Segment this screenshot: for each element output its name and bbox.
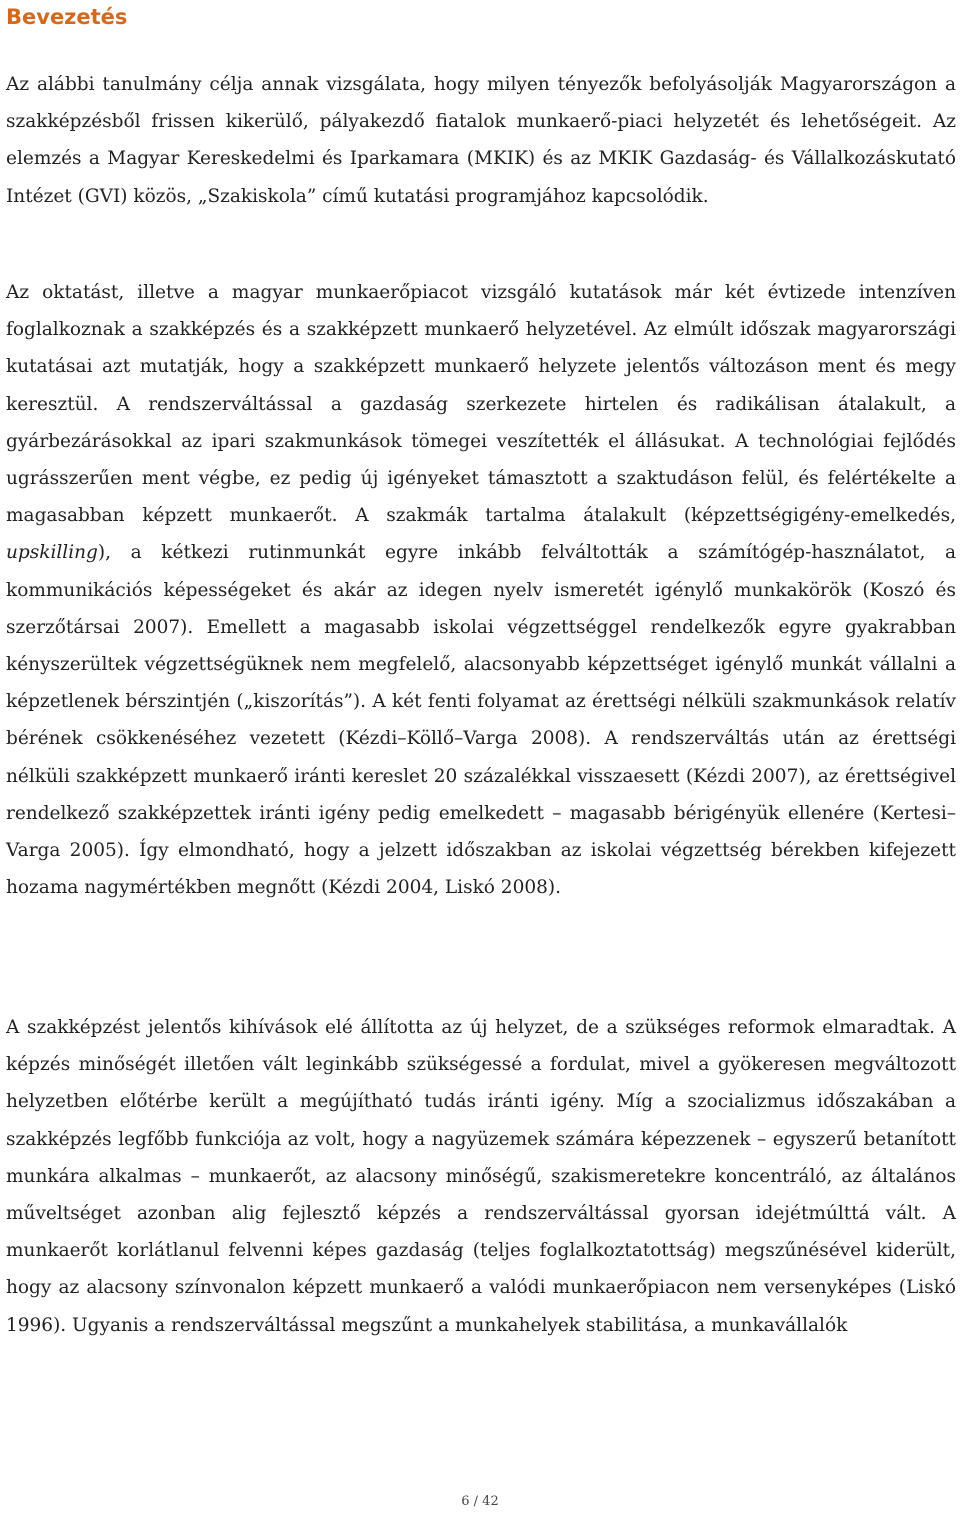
section-heading: Bevezetés <box>6 5 128 29</box>
italic-term: upskilling <box>6 542 98 564</box>
paragraph-text-part: ), a kétkezi rutinmunkát egyre inkább felváltották a számítógép-használatot, a kommunikációs képességeket és akár az idegen nyelv ismeretét igénylő munkakörök (Koszó és szerzőtársai 2007). Emellett a magasabb iskolai végzettséggel rendelkezők egyre gyakrabban kényszerültek végzettségüknek nem megfelelő, alacsonyabb képzettséget igénylő munkát vállalni a képzetlenek bérszintjén („kiszorítás”). A két fenti folyamat az érettségi nélküli szakmunkások relatív bérének csökkenéséhez vezetett (Kézdi–Köllő–Varga 2008). A rendszerváltás után az érettségi nélküli szakképzett munkaerő iránti kereslet 20 százalékkal visszaesett (Kézdi 2007), az érettségivel rendelkező szakképzettek iránti igény pedig emelkedett – magasabb bérigényük ellenére (Kertesi–Varga 2005). Így elmondható, hogy a jelzett időszakban az iskolai végzettség bérekben kifejezett hozama nagymértékben megnőtt (Kézdi 2004, Liskó 2008). <box>6 542 956 899</box>
paragraph-research-background <box>6 274 956 906</box>
paragraph-intro: Az alábbi tanulmány célja annak vizsgálata, hogy milyen tényezők befolyásolják Magyarországon a szakképzésből frissen kikerülő, pályakezdő fiatalok munkaerő-piaci helyzetét és lehetőségeit. Az elemzés a Magyar Kereskedelmi és Iparkamara (MKIK) és az MKIK Gazdaság- és Vállalkozáskutató Intézet (GVI) közös, „Szakiskola” című kutatási programjához kapcsolódik. <box>6 74 956 207</box>
paragraph-text-part: Az oktatást, illetve a magyar munkaerőpiacot vizsgáló kutatások már két évtizede intenzíven foglalkoznak a szakképzés és a szakképzett munkaerő helyzetével. Az elmúlt időszak magyarországi kutatásai azt mutatják, hogy a szakképzett munkaerő helyzete jelentős változáson ment és megy keresztül. A rendszerváltással a gazdaság szerkezete hirtelen és radikálisan átalakult, a gyárbezárásokkal az ipari szakmunkások tömegei veszítették el állásukat. A technológiai fejlődés ugrásszerűen ment végbe, ez pedig új igényeket támasztott a szaktudáson felül, és felértékelte a magasabban képzett munkaerőt. A szakmák tartalma átalakult (képzettségigény-emelkedés, <box>6 282 956 527</box>
paragraph-challenges: A szakképzést jelentős kihívások elé állította az új helyzet, de a szükséges reformok elmaradtak. A képzés minőségét illetően vált leginkább szükségessé a fordulat, mivel a gyökeresen megváltozott helyzetben előtérbe került a megújítható tudás iránti igény. Míg a szocializmus időszakában a szakképzés legfőbb funkciója az volt, hogy a nagyüzemek számára képezzenek – egyszerű betanított munkára alkalmas – munkaerőt, az alacsony minőségű, szakismeretekre koncentráló, az általános műveltséget azonban alig fejlesztő képzés a rendszerváltással gyorsan idejétmúlttá vált. A munkaerőt korlátlanul felvenni képes gazdaság (teljes foglalkoztatottság) megszűnésével kiderült, hogy az alacsony színvonalon képzett munkaerő a valódi munkaerőpiacon nem versenyképes (Liskó 1996). Ugyanis a rendszerváltással megszűnt a munkahelyek stabilitása, a munkavállalók <box>6 1017 956 1336</box>
page-number: 6 / 42 <box>461 1494 499 1509</box>
